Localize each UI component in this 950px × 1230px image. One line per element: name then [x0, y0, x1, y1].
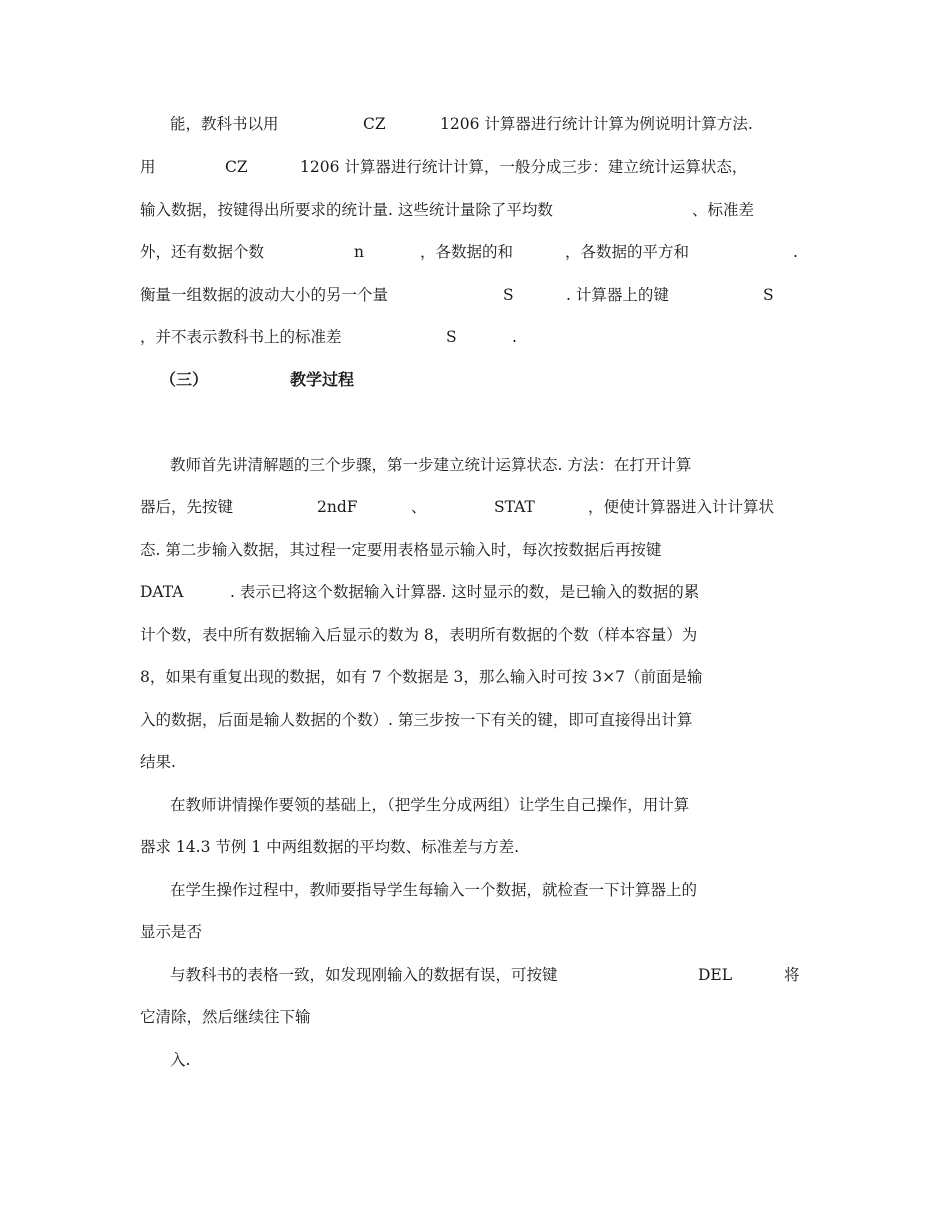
text-line	[0, 280, 950, 310]
text-segment: .	[793, 243, 798, 261]
text-segment: 显示是否	[140, 923, 203, 941]
text-line	[0, 322, 950, 352]
text-segment: 1206 计算器进行统计计算，一般分成三步：建立统计运算状态，	[300, 158, 748, 176]
text-segment: ，并不表示教科书上的标准差	[140, 328, 342, 346]
text-segment: 在学生操作过程中，教师要指导学生每输入一个数据，就检查一下计算器上的	[170, 881, 698, 899]
text-line	[0, 620, 950, 650]
text-segment: 将	[784, 966, 800, 984]
text-line	[0, 790, 950, 820]
text-segment: ，各数据的和	[420, 243, 514, 261]
text-segment: DATA	[140, 583, 184, 601]
text-segment: 入的数据，后面是输人数据的个数）. 第三步按一下有关的键，即可直接得出计算	[140, 711, 693, 729]
text-segment: 它清除，然后继续往下输	[140, 1008, 311, 1026]
text-segment: ，各数据的平方和	[565, 243, 690, 261]
text-segment: . 计算器上的键	[566, 286, 669, 304]
text-segment: 能，教科书以用	[170, 115, 279, 133]
text-segment: 8，如果有重复出现的数据，如有 7 个数据是 3，那么输入时可按 3×7（前面是输	[140, 668, 703, 686]
text-segment: n	[354, 243, 364, 261]
text-segment: . 表示已将这个数据输入计算器. 这时显示的数，是已输入的数据的累	[230, 583, 700, 601]
text-line	[0, 832, 950, 862]
text-line	[0, 917, 950, 947]
text-segment: 入.	[170, 1051, 191, 1069]
text-segment: 外，还有数据个数	[140, 243, 265, 261]
text-segment: ，便使计算器进入计计算状	[588, 498, 775, 516]
text-line	[0, 450, 950, 480]
text-segment: 结果.	[140, 753, 176, 771]
text-segment: 器求 14.3 节例 1 中两组数据的平均数、标准差与方差.	[140, 838, 520, 856]
text-segment: CZ	[363, 115, 386, 133]
text-line	[0, 237, 950, 267]
text-line	[0, 705, 950, 735]
text-line	[0, 747, 950, 777]
text-segment: 、标准差	[692, 201, 755, 219]
text-line	[0, 195, 950, 225]
text-line	[0, 577, 950, 607]
text-segment: CZ	[225, 158, 248, 176]
section-heading: （三）	[160, 370, 209, 389]
text-line	[0, 960, 950, 990]
section-heading: 教学过程	[290, 370, 355, 389]
text-segment: S	[503, 286, 514, 304]
text-segment: 衡量一组数据的波动大小的另一个量	[140, 286, 389, 304]
text-segment: 与教科书的表格一致，如发现刚输入的数据有误，可按键	[170, 966, 558, 984]
text-segment: S	[446, 328, 457, 346]
text-segment: 教师首先讲清解题的三个步骤，第一步建立统计运算状态. 方法：在打开计算	[170, 456, 692, 474]
text-line	[0, 875, 950, 905]
text-line	[0, 109, 950, 139]
text-line	[0, 1002, 950, 1032]
text-segment: 态. 第二步输入数据，其过程一定要用表格显示输入时，每次按数据后再按键	[140, 541, 662, 559]
text-segment: 在教师讲情操作要领的基础上，（把学生分成两组）让学生自己操作，用计算	[170, 796, 690, 814]
text-line	[0, 152, 950, 182]
text-segment: .	[512, 328, 517, 346]
text-segment: 输入数据，按键得出所要求的统计量. 这些统计量除了平均数	[140, 201, 553, 219]
text-segment: S	[763, 286, 774, 304]
text-segment: 2ndF	[317, 498, 358, 516]
text-segment: 用	[140, 158, 156, 176]
text-line	[0, 492, 950, 522]
text-segment: DEL	[698, 966, 733, 984]
text-segment: 器后，先按键	[140, 498, 234, 516]
text-segment: 、	[411, 498, 427, 516]
text-segment: 1206 计算器进行统计计算为例说明计算方法.	[440, 115, 753, 133]
text-line	[0, 662, 950, 692]
text-segment: 计个数，表中所有数据输入后显示的数为 8，表明所有数据的个数（样本容量）为	[140, 626, 698, 644]
text-line	[0, 535, 950, 565]
text-line	[0, 365, 950, 395]
text-segment: STAT	[494, 498, 535, 516]
text-line	[0, 1045, 950, 1075]
